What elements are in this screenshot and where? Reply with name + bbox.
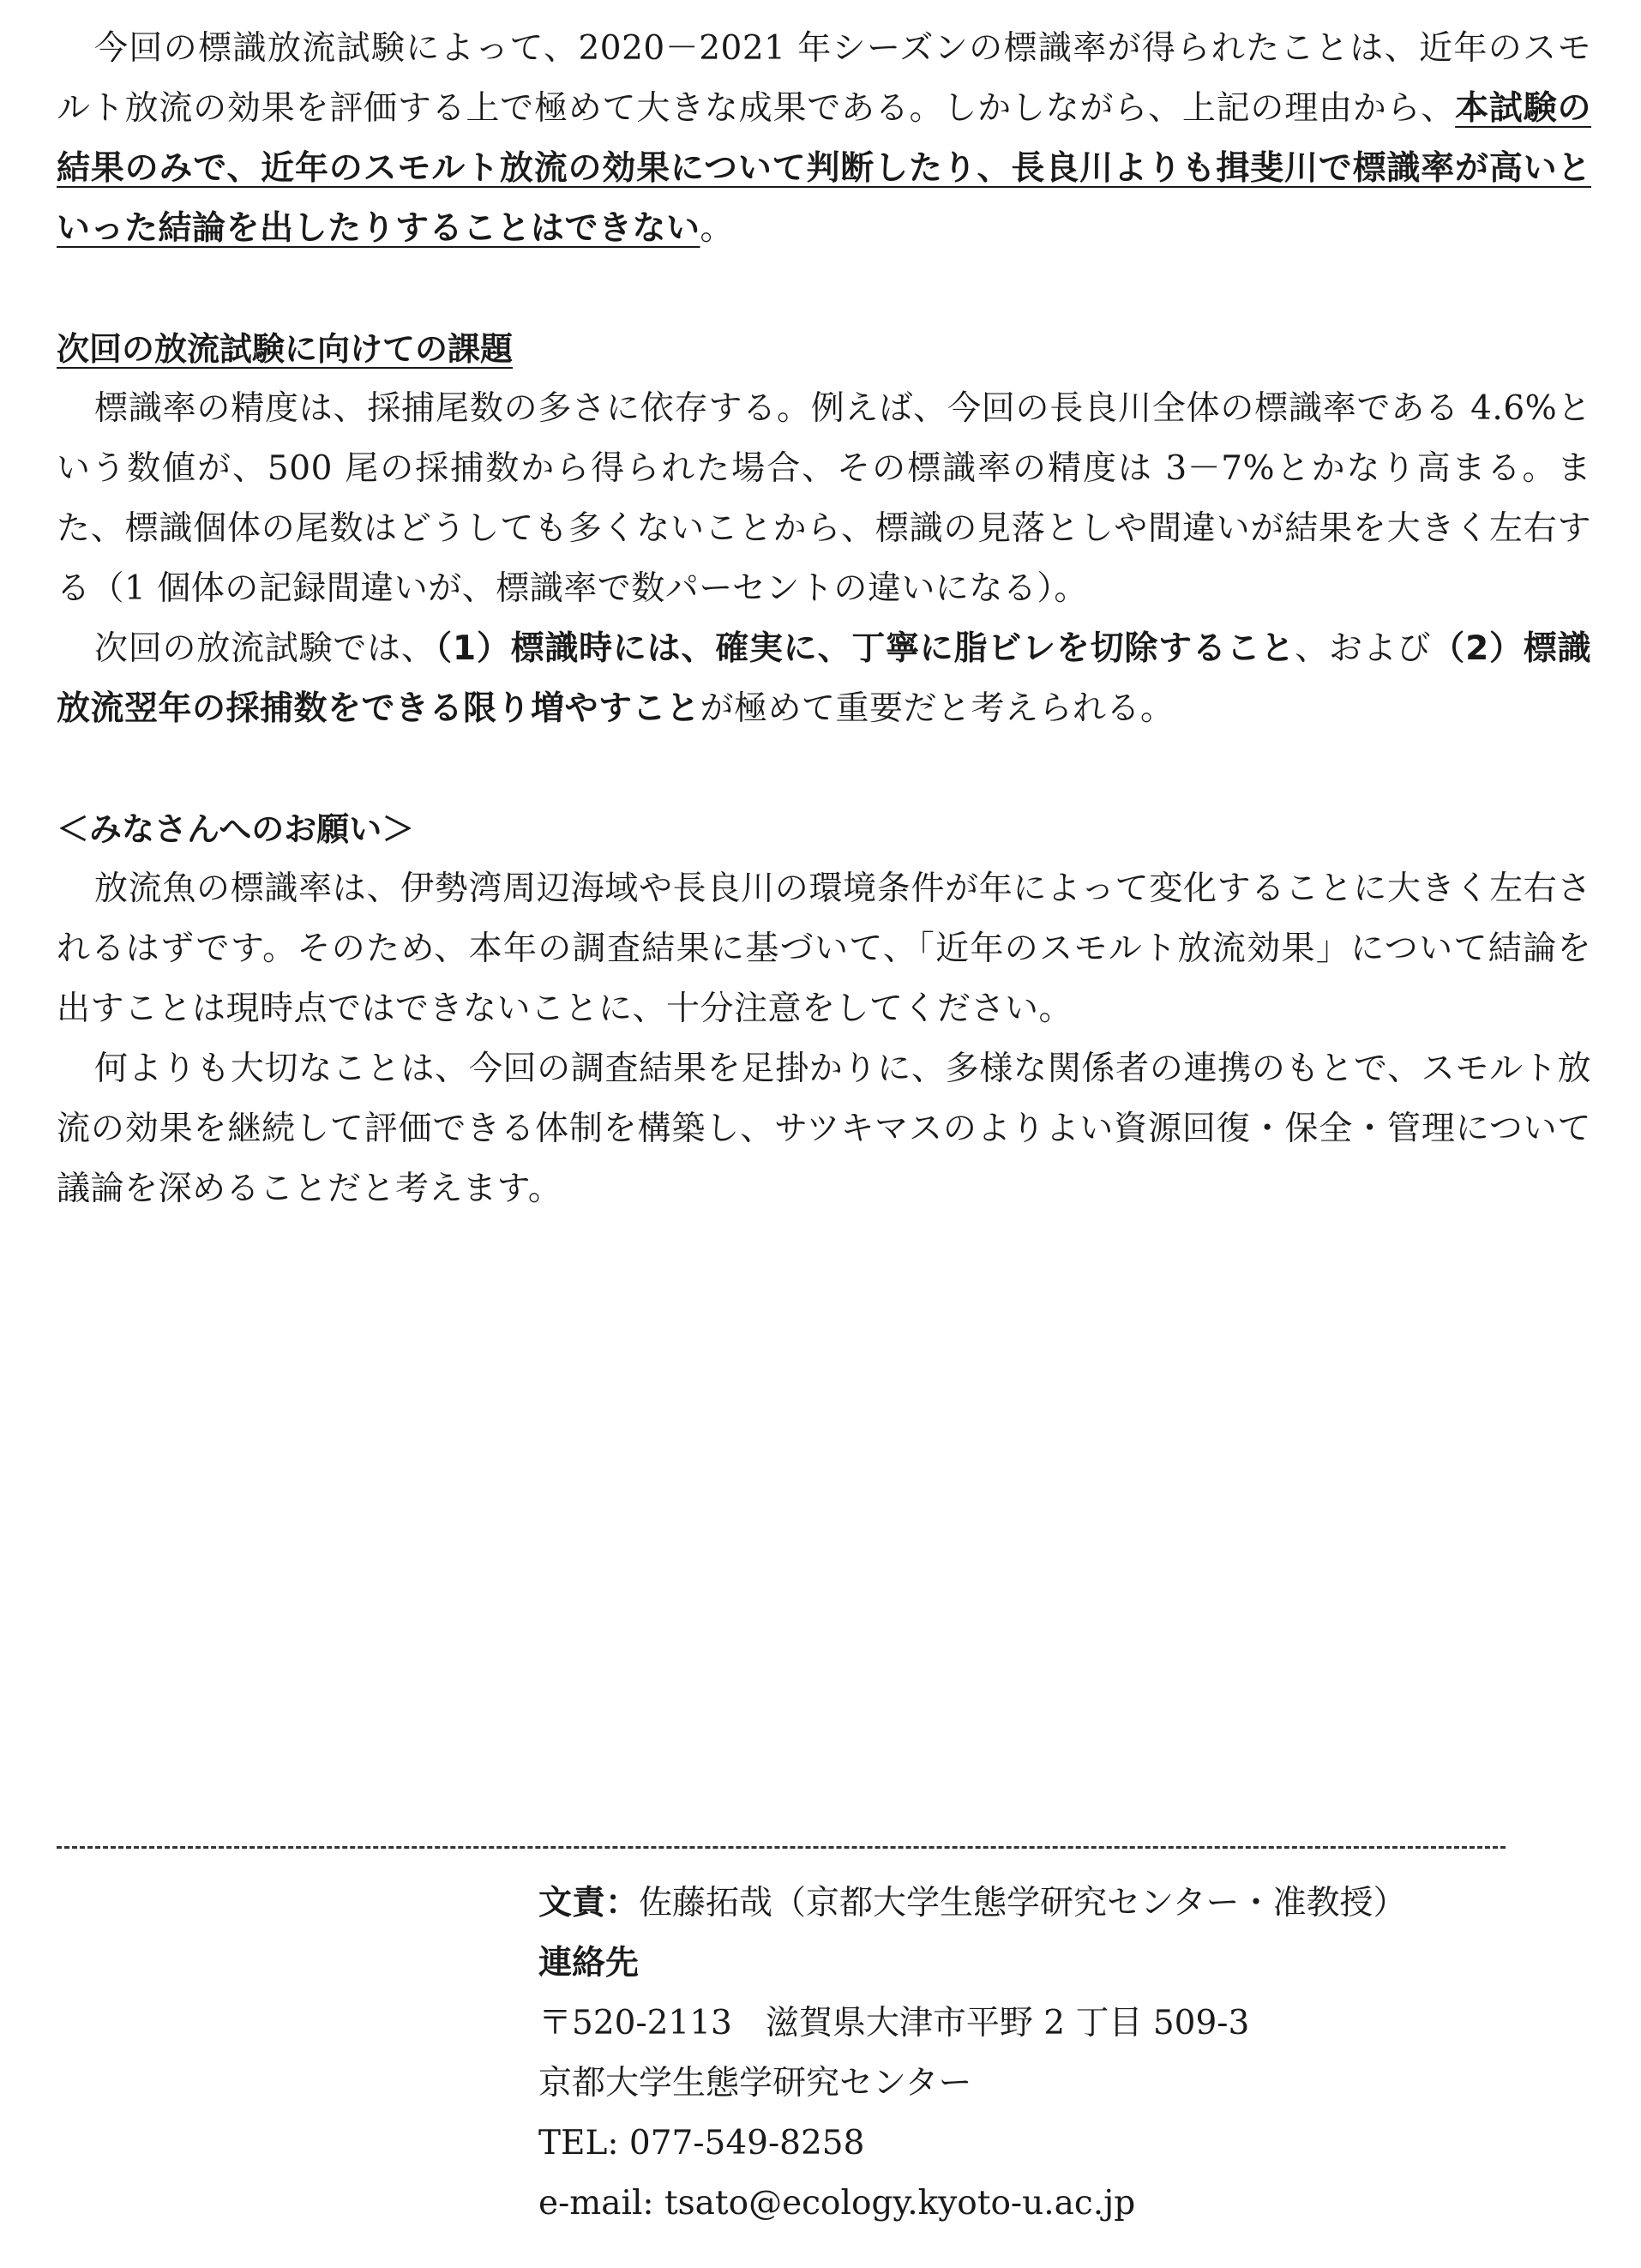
spacer: [57, 259, 1591, 319]
next-test-point-1: （1）標識時には、確実に、丁寧に脂ビレを切除すること: [435, 629, 1295, 668]
document-body: [57, 19, 1591, 1219]
paragraph-intro: [57, 19, 1591, 259]
author-name: 佐藤拓哉（京都大学生態学研究センター・准教授）: [639, 1884, 1407, 1922]
author-label: 文責：: [538, 1884, 640, 1922]
section-heading-request: ＜みなさんへのお願い＞: [57, 810, 415, 848]
telephone: TEL: 077-549-8258: [538, 2124, 865, 2163]
organization: 京都大学生態学研究センター: [538, 2064, 972, 2103]
heading-text: 次回の放流試験に向けての課題: [57, 330, 514, 368]
intro-emphasis: 本試験の結果のみで、近年のスモルト放流の効果について判断したり、長良川よりも揖斐川で標識率が高いといった結論を出したりすることはできない: [57, 89, 1591, 248]
next-test-conj: 、および: [1295, 629, 1432, 668]
paragraph-request-1: 放流魚の標識率は、伊勢湾周辺海域や長良川の環境条件が年によって変化することに大きく左右されるはずです。そのため、本年の調査結果に基づいて、「近年のスモルト放流効果」について結論を出すことは現時点ではできないことに、十分注意をしてください。: [57, 869, 1591, 1028]
paragraph-next-test: [57, 619, 1591, 739]
paragraph-request-2: 何よりも大切なことは、今回の調査結果を足掛かりに、多様な関係者の連携のもとで、スモルト放流の効果を継続して評価できる体制を構築し、サツキマスのよりよい資源回復・保全・管理について議論を深めることだと考えます。: [57, 1050, 1591, 1208]
spacer: [57, 739, 1591, 799]
paragraph-precision: 標識率の精度は、採捕尾数の多さに依存する。例えば、今回の長良川全体の標識率である 4.6%という数値が、500 尾の採捕数から得られた場合、その標識率の精度は 3－7%とかなり高まる。また、標識個体の尾数はどうしても多くないことから、標識の見落としや間違いが結果を大きく左右する（1 個体の記録間違いが、標識率で数パーセントの違いになる）。: [57, 389, 1591, 608]
contact-label: 連絡先: [538, 1944, 640, 1982]
next-test-point-2: （2）標識放流翌年の採捕数をできる限り増やすこと: [57, 629, 1591, 728]
dashed-divider: [57, 1846, 1506, 1849]
next-test-lead: 次回の放流試験では、: [94, 629, 436, 668]
email: e-mail: tsato@ecology.kyoto-u.ac.jp: [538, 2184, 1136, 2223]
intro-tail: 。: [700, 209, 735, 248]
intro-text: 今回の標識放流試験によって、2020－2021 年シーズンの標識率が得られたことは、近年のスモルト放流の効果を評価する上で極めて大きな成果である。しかしながら、上記の理由から、: [57, 29, 1591, 128]
next-test-tail: が極めて重要だと考えられる。: [700, 689, 1175, 728]
author-line: [538, 1874, 1406, 1934]
section-heading-next-issues: [57, 319, 1591, 379]
contact-block: [538, 1874, 1406, 2234]
address: 〒520-2113 滋賀県大津市平野 2 丁目 509-3: [538, 2004, 1250, 2042]
